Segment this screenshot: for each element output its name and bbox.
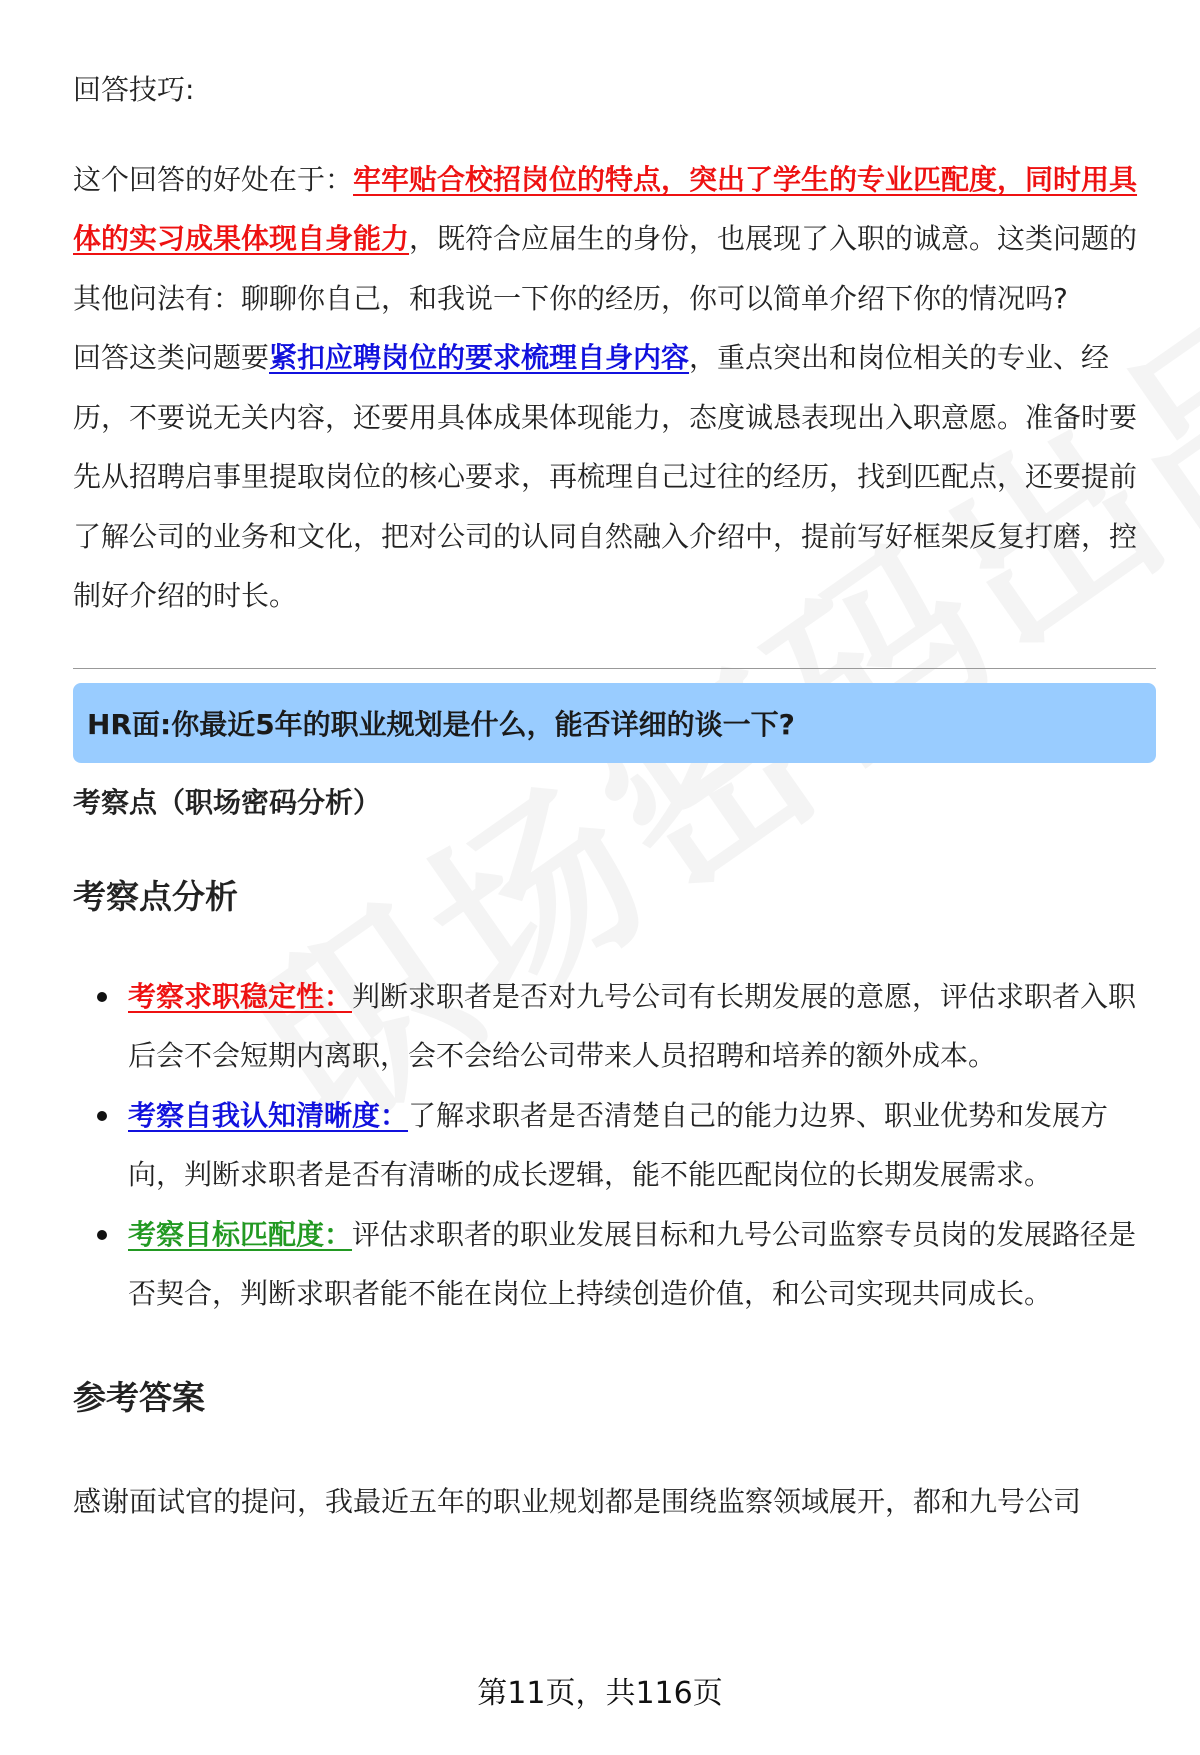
bullet-dot bbox=[97, 1111, 107, 1121]
list-item bbox=[73, 967, 1156, 1086]
question-text: HR面:你最近5年的职业规划是什么，能否详细的谈一下? bbox=[87, 707, 795, 741]
question-box bbox=[73, 683, 1156, 763]
analysis-source-label: 考察点（职场密码分析） bbox=[73, 785, 382, 819]
paragraph-answer-method bbox=[73, 328, 1156, 626]
section-divider bbox=[73, 668, 1156, 669]
analysis-heading: 考察点分析 bbox=[73, 876, 238, 916]
bullet-title: 考察自我认知清晰度： bbox=[128, 1098, 409, 1132]
para1-prefix: 这个回答的好处在于： bbox=[73, 162, 354, 196]
paragraph-answer-benefits bbox=[73, 150, 1156, 329]
bullet-text: 了解求职者是否清楚自己的能力边界、职业优势和发展方向，判断求职者是否有清晰的成长逻辑，能不能匹配岗位的长期发展需求。 bbox=[128, 1098, 1109, 1191]
bullet-title: 考察求职稳定性： bbox=[128, 979, 353, 1013]
tips-label: 回答技巧: bbox=[73, 73, 195, 106]
list-item bbox=[73, 1086, 1156, 1205]
analysis-list bbox=[73, 967, 1156, 1324]
answer-text: 感谢面试官的提问，我最近五年的职业规划都是围绕监察领域展开，都和九号公司 bbox=[73, 1484, 1082, 1518]
bullet-title: 考察目标匹配度： bbox=[128, 1217, 353, 1251]
para2-prefix: 回答这类问题要 bbox=[73, 341, 270, 374]
para1-suffix: ，既符合应届生的身份，也展现了入职的诚意。这类问题的其他问法有：聊聊你自己，和我说一下你的经历，你可以简单介绍下你的情况吗? bbox=[73, 222, 1138, 315]
bullet-text: 判断求职者是否对九号公司有长期发展的意愿，评估求职者入职后会不会短期内离职，会不会给公司带来人员招聘和培养的额外成本。 bbox=[128, 979, 1137, 1072]
para1-emphasis: 牢牢贴合校招岗位的特点，突出了学生的专业匹配度，同时用具体的实习成果体现自身能力 bbox=[73, 162, 1138, 255]
para2-suffix: ，重点突出和岗位相关的专业、经历，不要说无关内容，还要用具体成果体现能力，态度诚恳表现出入职意愿。准备时要先从招聘启事里提取岗位的核心要求，再梳理自己过往的经历，找到匹配点，还要提前了解公司的业务和文化，把对公司的认同自然融入介绍中，提前写好框架反复打磨，控制好介绍的时长。 bbox=[73, 341, 1138, 612]
bullet-text: 评估求职者的职业发展目标和九号公司监察专员岗的发展路径是否契合，判断求职者能不能在岗位上持续创造价值，和公司实现共同成长。 bbox=[128, 1217, 1137, 1310]
answer-heading: 参考答案 bbox=[73, 1377, 205, 1417]
list-item bbox=[73, 1205, 1156, 1324]
document-page bbox=[73, 60, 1156, 1531]
page-footer: 第11页，共116页 bbox=[477, 1676, 723, 1711]
para2-emphasis: 紧扣应聘岗位的要求梳理自身内容 bbox=[269, 341, 690, 374]
bullet-dot bbox=[97, 992, 107, 1002]
bullet-dot bbox=[97, 1230, 107, 1240]
